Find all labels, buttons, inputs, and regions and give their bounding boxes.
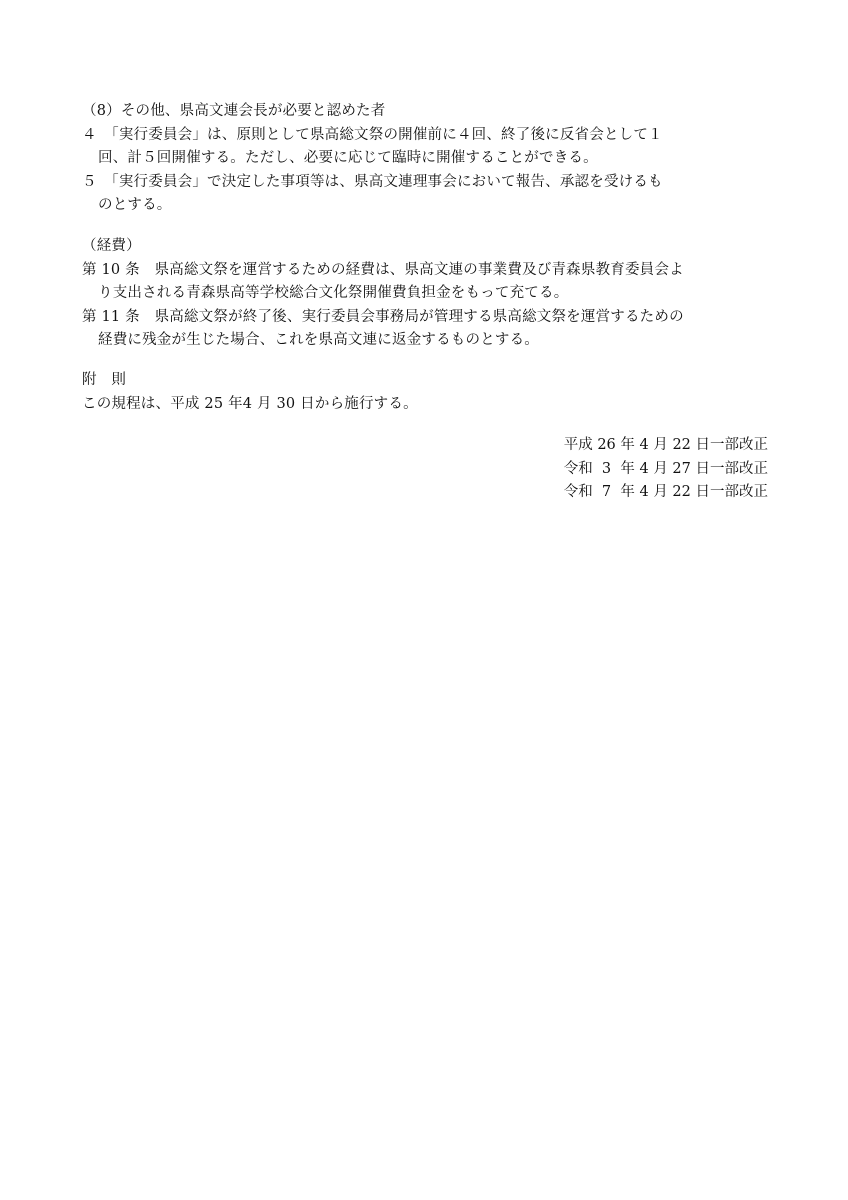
article-10-line-1: 第 10 条 県高総文祭を運営するための経費は、県高文連の事業費及び青森県教育委員会よ — [82, 261, 684, 278]
item-4-line-1: ４ 「実行委員会」は、原則として県高総文祭の開催前に４回、終了後に反省会として１ — [82, 126, 663, 143]
amendment-line: 令和 7 年 4 月 22 日一部改正 — [563, 484, 768, 500]
article-11-line-1: 第 11 条 県高総文祭が終了後、実行委員会事務局が管理する県高総文祭を運営するための — [82, 308, 684, 325]
supplementary-heading: 附 則 — [82, 372, 127, 388]
amendment-line: 令和 3 年 4 月 27 日一部改正 — [563, 460, 768, 477]
expenses-heading: （経費） — [82, 238, 141, 254]
article-11-line-2: 経費に残金が生じた場合、これを県高文連に返金するものとする。 — [98, 332, 539, 348]
item-5-line-2: のとする。 — [98, 197, 172, 213]
expenses-section — [82, 235, 772, 353]
effective-date-text: この規程は、平成 25 年4 月 30 日から施行する。 — [82, 395, 418, 412]
item-4-line-2: 回、計５回開催する。ただし、必要に応じて臨時に開催することができる。 — [98, 150, 598, 166]
item-8: （8）その他、県高文連会長が必要と認めた者 — [82, 103, 386, 119]
amendment-line: 平成 26 年 4 月 22 日一部改正 — [563, 437, 768, 453]
item-5-line-1: ５ 「実行委員会」で決定した事項等は、県高文連理事会において報告、承認を受けるも — [82, 173, 663, 190]
regulation-items-section — [82, 100, 772, 218]
article-10-line-2: り支出される青森県高等学校総合文化祭開催費負担金をもって充てる。 — [98, 285, 569, 301]
supplementary-provisions — [82, 369, 772, 416]
amendment-history — [564, 434, 768, 505]
